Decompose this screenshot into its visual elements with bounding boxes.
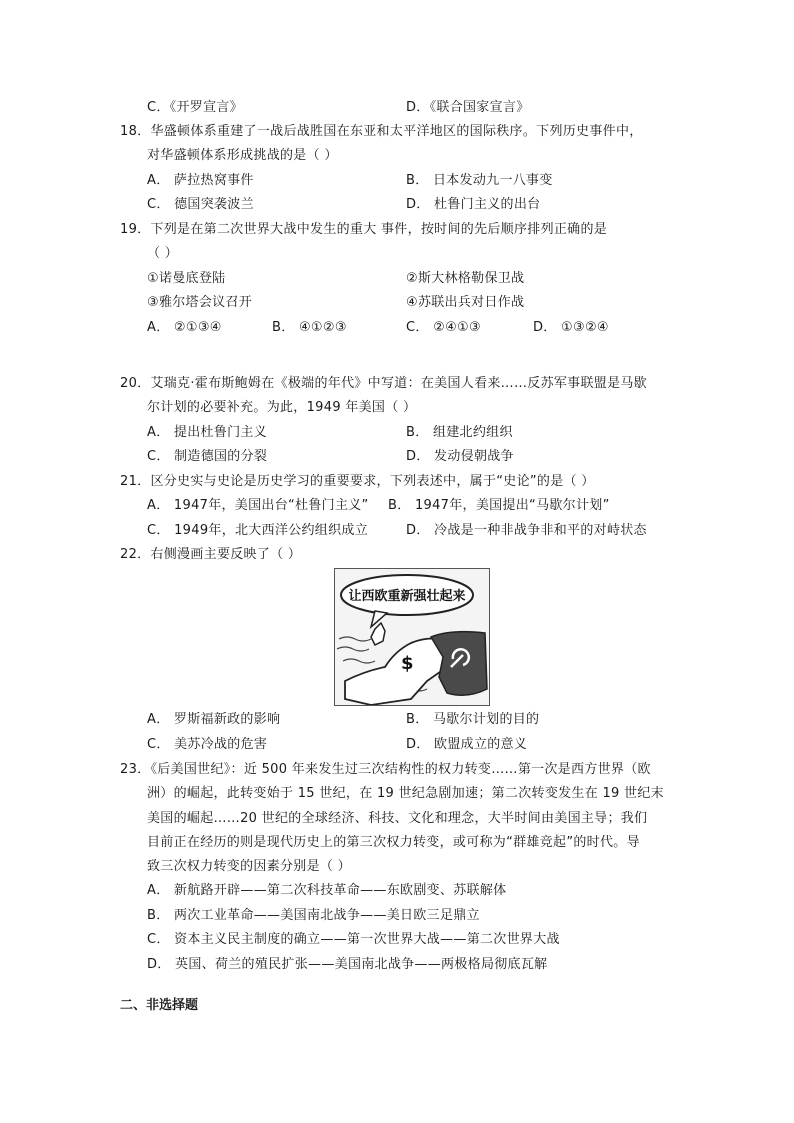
q19-option-a: A． ②①③④ — [147, 320, 222, 335]
q17-option-d: D．《联合国家宣言》 — [406, 100, 530, 115]
q23-stem-line5: 致三次权力转变的因素分别是（ ） — [147, 859, 351, 874]
q19-item-1: ①诺曼底登陆 — [147, 271, 226, 286]
q23-stem-line3: 美国的崛起……20 世纪的全球经济、科技、文化和理念，大半时间由美国主导；我们 — [147, 811, 648, 826]
q18-option-b: B． 日本发动九一八事变 — [406, 173, 553, 188]
q19-stem-line1: 19．下列是在第二次世界大战中发生的重大 事件，按时间的先后顺序排列正确的是 — [120, 222, 608, 237]
q23-option-d: D． 英国、荷兰的殖民扩张——美国南北战争——两极格局彻底瓦解 — [147, 957, 548, 972]
q20-stem-line2: 尔计划的必要补充。为此，1949 年美国（ ） — [147, 400, 417, 415]
q21-option-a: A． 1947年，美国出台“杜鲁门主义” — [147, 498, 369, 513]
q18-option-a: A． 萨拉热窝事件 — [147, 173, 254, 188]
q20-option-c: C． 制造德国的分裂 — [147, 449, 268, 464]
q21-option-d: D． 冷战是一种非战争非和平的对峙状态 — [406, 523, 647, 538]
q23-stem-line1: 23．《后美国世纪》：近 500 年来发生过三次结构性的权力转变……第一次是西方世界（欧 — [120, 762, 651, 777]
q20-option-a: A． 提出杜鲁门主义 — [147, 425, 268, 440]
q23-stem-line4: 目前正在经历的则是现代历史上的第三次权力转变，或可称为“群雄竞起”的时代。导 — [147, 835, 640, 850]
marshall-plan-cartoon — [334, 568, 490, 706]
q19-item-2: ②斯大林格勒保卫战 — [406, 271, 525, 286]
q17-option-c: C．《开罗宣言》 — [147, 100, 243, 115]
q23-option-b: B． 两次工业革命——美国南北战争——美日欧三足鼎立 — [147, 908, 480, 923]
q18-stem-line1: 18．华盛顿体系重建了一战后战胜国在东亚和太平洋地区的国际秩序。下列历史事件中， — [120, 124, 643, 139]
q20-option-d: D． 发动侵朝战争 — [406, 449, 514, 464]
q18-option-c: C． 德国突袭波兰 — [147, 197, 254, 212]
q22-option-c: C． 美苏冷战的危害 — [147, 737, 268, 752]
cartoon-caption: 让西欧重新强壮起来 — [348, 589, 466, 604]
q21-stem: 21．区分史实与史论是历史学习的重要要求，下列表述中，属于“史论”的是（ ） — [120, 474, 595, 489]
q23-option-c: C． 资本主义民主制度的确立——第一次世界大战——第二次世界大战 — [147, 932, 560, 947]
q20-stem-line1: 20．艾瑞克·霍布斯鲍姆在《极端的年代》中写道：在美国人看来……反苏军事联盟是马歇 — [120, 376, 647, 391]
q22-option-b: B． 马歇尔计划的目的 — [406, 712, 540, 727]
q23-stem-line2: 洲）的崛起，此转变始于 15 世纪，在 19 世纪急剧加速；第二次转变发生在 19 世纪末 — [147, 786, 664, 801]
q19-option-d: D． ①③②④ — [533, 320, 609, 335]
q23-option-a: A． 新航路开辟——第二次科技革命——东欧剧变、苏联解体 — [147, 883, 507, 898]
q22-option-a: A． 罗斯福新政的影响 — [147, 712, 281, 727]
q19-stem-line2: （ ） — [147, 246, 179, 261]
q22-option-d: D． 欧盟成立的意义 — [406, 737, 528, 752]
dollar-symbol: $ — [401, 653, 414, 674]
q18-option-d: D． 杜鲁门主义的出台 — [406, 197, 541, 212]
q21-option-b: B． 1947年，美国提出“马歇尔计划” — [388, 498, 610, 513]
q19-option-b: B． ④①②③ — [272, 320, 347, 335]
q22-stem: 22．右侧漫画主要反映了（ ） — [120, 547, 302, 562]
q19-item-4: ④苏联出兵对日作战 — [406, 295, 525, 310]
q19-item-3: ③雅尔塔会议召开 — [147, 295, 253, 310]
section-heading-non-choice: 二、非选择题 — [120, 998, 199, 1013]
q20-option-b: B． 组建北约组织 — [406, 425, 513, 440]
q19-option-c: C． ②④①③ — [406, 320, 481, 335]
q18-stem-line2: 对华盛顿体系形成挑战的是（ ） — [147, 148, 338, 163]
q21-option-c: C． 1949年，北大西洋公约组织成立 — [147, 523, 368, 538]
